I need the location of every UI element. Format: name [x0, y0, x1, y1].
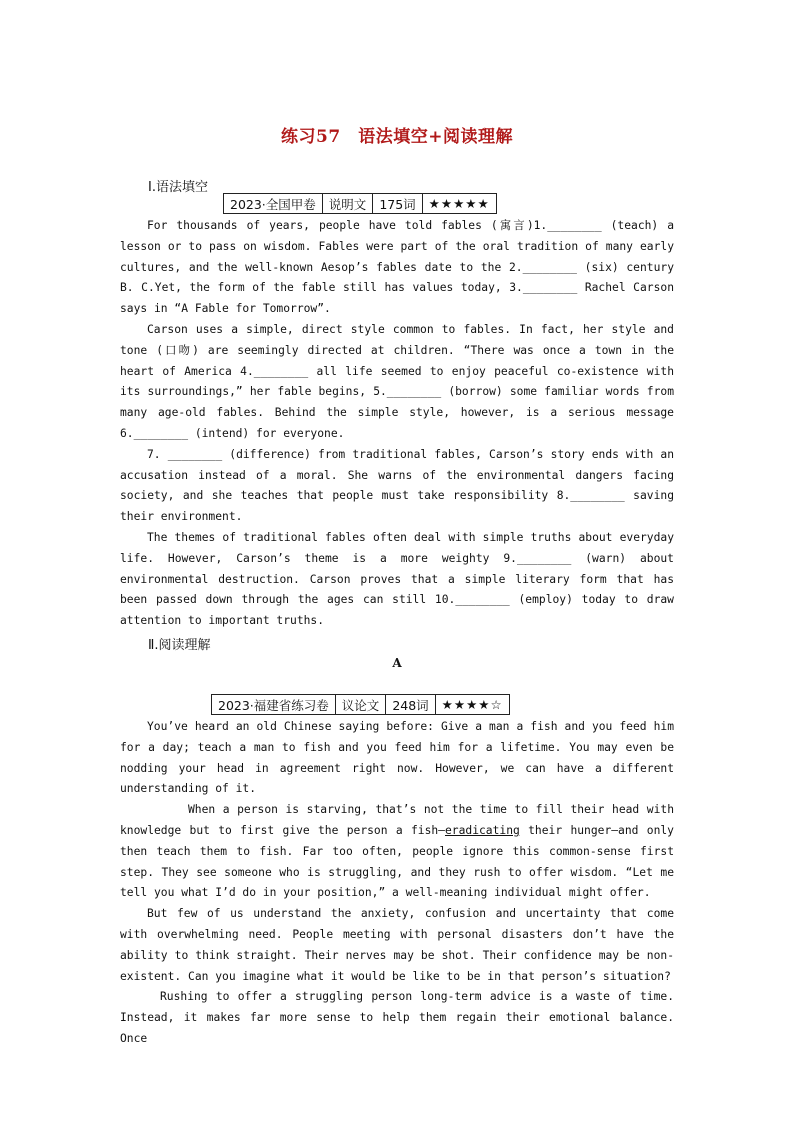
difficulty-cell: ★★★★★	[422, 194, 496, 214]
word-count-cell: 175词	[373, 194, 422, 214]
source-cell: 2023·全国甲卷	[224, 194, 323, 214]
paragraph: 7. ________ (difference) from traditional fables, Carson’s story ends with an accusation instead of a moral. She warns of the environmental dangers facing society, and she teaches that people must take responsibility 8.________ saving their environment.	[120, 447, 674, 524]
paragraph: Rushing to offer a struggling person long-term advice is a waste of time. Instead, it makes far more sense to help them regain their emotional balance. Once	[120, 990, 674, 1045]
passage-info-table-2	[211, 694, 510, 715]
word-count-cell: 248词	[386, 695, 435, 715]
difficulty-cell: ★★★★☆	[435, 695, 509, 715]
paragraph	[120, 800, 674, 904]
reading-passage	[120, 717, 674, 1050]
underlined-word: eradicating	[444, 823, 520, 837]
paragraph: The themes of traditional fables often deal with simple truths about everyday life. However, Carson’s theme is a more weighty 9.________ (warn) about environmental destruction. Carson proves that a simple literary form that has been passed down through the ages can still 10.________ (employ) today to draw attention to important truths.	[120, 530, 674, 628]
passage-letter: A	[392, 656, 402, 670]
paragraph: You’ve heard an old Chinese saying before: Give a man a fish and you feed him for a day; teach a man to fish and you feed him for a lifetime. You may even be nodding your head in agreement right now. However, we can have a different understanding of it.	[120, 720, 674, 796]
genre-cell: 说明文	[322, 194, 373, 214]
source-cell: 2023·福建省练习卷	[212, 695, 336, 715]
paragraph: For thousands of years, people have told fables (寓言)1.________ (teach) a lesson or to pass on wisdom. Fables were part of the oral tradition of many early cultures, and the well-known Aesop’s fables date to the 2.________ (six) century B. C.Yet, the form of the fable still has values today, 3.________ Rachel Carson says in “A Fable for Tomorrow”.	[120, 219, 674, 316]
passage-info-table-1	[223, 193, 497, 214]
paragraph: But few of us understand the anxiety, confusion and uncertainty that come with overwhelming need. People meeting with personal disasters don’t have the ability to think straight. Their nerves may be shot. Their confidence may be non-existent. Can you imagine what it would be like to be in that person’s situation?	[120, 907, 674, 983]
text-span: When a person is starving, that’s not the time to fill their head with knowledge but to first give the person a fish—	[120, 803, 674, 837]
grammar-passage	[120, 216, 674, 632]
section-heading-reading: Ⅱ.阅读理解	[148, 638, 211, 653]
section-heading-grammar: Ⅰ.语法填空	[148, 180, 208, 195]
text-span: their hunger—and only then teach them to fish. Far too often, people ignore this common-sense first step. They see someone who is struggling, and they rush to offer wisdom. “Let me tell you what I’d do in your position,” a well-meaning individual might offer.	[120, 823, 674, 900]
paragraph: Carson uses a simple, direct style common to fables. In fact, her style and tone (口吻) are seemingly directed at children. “There was once a town in the heart of America 4.________ all life seemed to enjoy peaceful co-existence with its surroundings,” her fable begins, 5.________ (borrow) some familiar words from many age-old fables. Behind the simple style, however, is a serious message 6.________ (intend) for everyone.	[120, 322, 674, 440]
genre-cell: 议论文	[335, 695, 386, 715]
page-title: 练习57 语法填空+阅读理解	[281, 127, 513, 147]
